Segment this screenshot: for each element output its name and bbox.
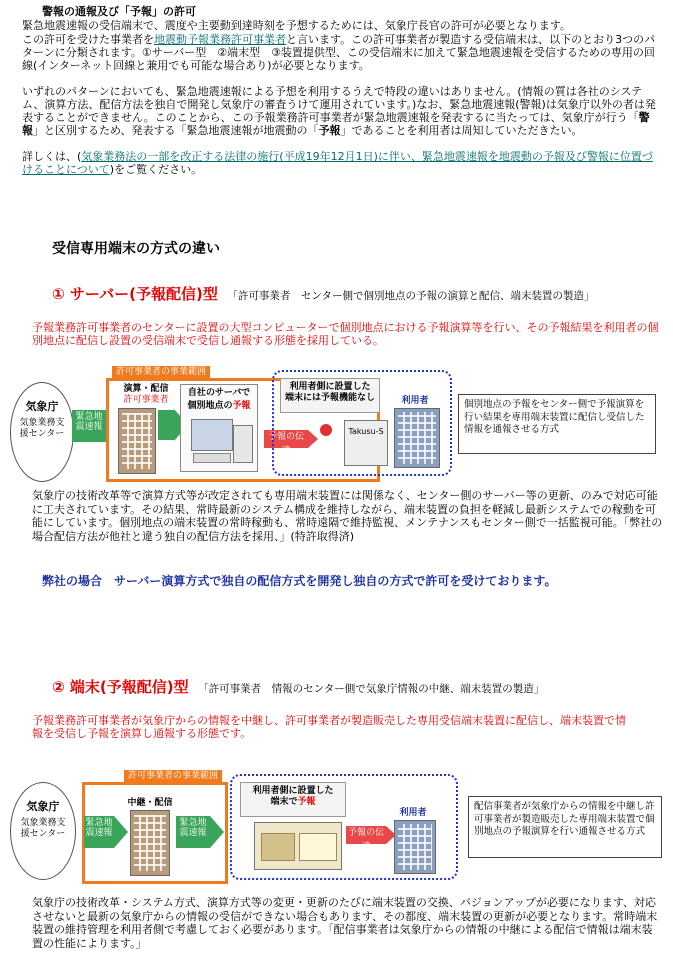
- type2-note-box: 配信事業者が気象庁からの情報を中継し許可事業者が製造販売した専用端末装置で個別地点の予報演算を行い通報させる方式: [468, 796, 662, 858]
- intro-paragraph-4: [22, 150, 662, 176]
- user-label-2: 利用者: [399, 808, 427, 818]
- intro-paragraph-1: 緊急地震速報の受信端末で、震度や主要動到達時刻を予想するためには、気象庁長官の許可が必要となります。: [22, 19, 571, 32]
- eew-arrow-4: [176, 816, 210, 848]
- jma-label-2: 気象庁: [26, 800, 60, 813]
- forecast-arrow-2: [346, 826, 386, 852]
- eew-arrow-3: [84, 816, 114, 848]
- intro-paragraph-3: [22, 85, 662, 137]
- type2-subtitle: 「許可事業者 情報のセンター側で気象庁情報の中継、端末装置の製造」: [198, 683, 545, 695]
- company-building-icon: [118, 408, 156, 474]
- company-note: 弊社の場合 サーバー演算方式で独自の配信方式を開発し独自の方式で許可を受けております。: [42, 574, 557, 588]
- server-box: [180, 384, 258, 472]
- user-side-2-line1: 利用者側に設置した: [252, 786, 334, 796]
- type1-subtitle: 「許可事業者 センター側で個別地点の予報の演算と配信、端末装置の製造」: [227, 290, 595, 302]
- keyboard-icon: [193, 453, 231, 463]
- user-building-icon-1: [394, 408, 440, 468]
- type1-description: 予報業務許可事業者のセンターに設置の大型コンピューターで個別地点における予報演算等を行い、その予報結果を利用者の個別地点に配信し設置の受信端末で受信し通報する形態を採用している。: [32, 321, 659, 347]
- type1-heading-row: [52, 285, 595, 303]
- eew-arrow-1-label: 緊急地震速報: [75, 412, 103, 432]
- intro-p2-text-a: この許可を受けた事業者を: [22, 33, 154, 46]
- user-side-1-line1: 利用者側に設置した: [289, 382, 371, 392]
- warning-bold: 警報: [22, 111, 650, 137]
- jma-label: 気象庁: [25, 400, 59, 413]
- type2-body: 気象庁の技術改革・システム方式、演算方式等の変更・更新のたびに端末装置の交換、バジョンアップが必要になります、対応させないと最新の気象庁からの情報の受信ができない場合もあります、その都度、端末装置の更新が必要となります。常時端末装置の維持管理を利用者側で考慮しておく必要があります。「配信事業者は気象庁からの情報の中継による配信で情報は端末装置の性能によります。」: [32, 896, 658, 950]
- intro-p4-text-b: )をご覧ください。: [109, 163, 203, 176]
- relay-title: 中継・配信: [127, 798, 173, 808]
- eew-arrow-3-label: 緊急地震速報: [85, 818, 113, 838]
- calc-title: 演算・配信: [123, 384, 169, 394]
- terminal-device-icon: [254, 822, 342, 870]
- user-side-note-2: [240, 782, 346, 817]
- calc-sub: 許可事業者: [123, 395, 169, 405]
- jma-oval: [10, 382, 74, 482]
- type2-heading-row: [52, 678, 545, 696]
- section-title: 警報の通報及び「予報」の許可: [42, 5, 196, 18]
- eew-arrow-1: [72, 410, 106, 442]
- intro-p2-text-b: と言います。この許可事業者が製造する受信端末は、以下のとおり3つのパターンに分類されます。①サーバー型 ②端末型 ③装置提供型、この受信端末に加えて緊急地震速報を受信するための専用の回線(インターネット回線と兼用でも可能な場合あり)が必要となります。: [22, 33, 656, 72]
- subheading: 受信専用端末の方式の違い: [52, 241, 220, 257]
- server-text-2: 個別地点の: [187, 401, 233, 411]
- takusu-device: [344, 420, 388, 466]
- user-side-2-line3: 予報: [297, 797, 316, 807]
- type1-note-box: 個別地点の予報をセンター側で予報演算を行い結果を専用端末装置に配信し受信した情報を通報させる方式: [458, 394, 656, 454]
- intro-paragraph-2: [22, 33, 662, 72]
- user-side-1-line2: 端末には予報機能なし: [284, 393, 375, 403]
- permit-holder-link[interactable]: 地震動予報業務許可事業者: [154, 33, 286, 46]
- user-building-icon-2: [394, 820, 436, 874]
- user-side-2-line2: 端末で: [270, 797, 298, 807]
- type2-description: 予報業務許可事業者が気象庁からの情報を中継し、許可事業者が製造販売した専用受信端末装置に配信し、端末装置で情報を受信し予報を演算し通報する形態です。: [32, 714, 626, 740]
- type1-body: 気象庁の技術改革等で演算方式等が改定されても専用端末装置には関係なく、センター側のサーバー等の更新、のみで対応可能に工夫されています。その結果、常時最新のシステム構成を維持しながら、端末装置の負担を軽減し最新システムでの稼動を可能にしています。個別地点の端末装置の常時稼動も、常時遠隔で維持監視、メンテナンスもセンター側で一括監視可能。「弊社の場合配信方法が他社と違う独自の配信方法を採用、」(特許取得済): [32, 489, 663, 543]
- jma-sub-label: 気象業務支援センター: [19, 418, 65, 439]
- eew-arrow-2: [158, 410, 174, 440]
- jma-oval-2: [10, 782, 76, 880]
- forecast-arrow-1-label: 予報の伝達: [267, 432, 304, 456]
- law-amendment-link[interactable]: 気象業務法の一部を改正する法律の施行(平成19年12月1日)に伴い、緊急地震速報を地震動の予報及び警報に位置づけることについて: [22, 150, 653, 176]
- relay-building-icon: [130, 810, 170, 876]
- scope-label-1: 許可事業者の事業範囲: [112, 366, 210, 378]
- intro-p3-text-a: いずれのパターンにおいても、緊急地震速報による予想を利用するうえで特段の違いはありません。(情報の質は各社のシステム、演算方法、配信方法を独自で開発し気象庁の審査うけて運用されています。)なお、緊急地震速報(警報)は気象庁以外の者は発表することができません。このことから、この予報業務許可事業者が緊急地震速報を発表するに当たっては、気象庁が行う「: [22, 85, 656, 124]
- type2-heading: ② 端末(予報配信)型: [52, 678, 189, 696]
- server-tower-icon: [233, 425, 253, 463]
- scope-label-2: 許可事業者の事業範囲: [124, 770, 222, 782]
- server-text-1: 自社のサーバで: [187, 388, 251, 398]
- user-side-note-1: [280, 378, 380, 413]
- user-label-1: 利用者: [401, 396, 429, 406]
- type1-heading: ① サーバー(予報配信)型: [52, 285, 218, 303]
- type1-diagram: [8, 362, 664, 488]
- server-text-3: 予報: [232, 401, 251, 411]
- device-name-label: Takusu-S: [348, 427, 384, 436]
- intro-p4-text-a: 詳しくは、(: [22, 150, 82, 163]
- jma-sub-label-2: 気象業務支援センター: [20, 818, 66, 839]
- alarm-light-icon: [320, 424, 332, 436]
- monitor-icon: [191, 419, 233, 451]
- forecast-bold: 予報: [318, 124, 341, 137]
- intro-p3-text-c: 」であることを利用者は周知していただきたい。: [340, 124, 583, 137]
- type2-diagram: [8, 768, 664, 892]
- eew-arrow-4-label: 緊急地震速報: [179, 818, 207, 838]
- forecast-arrow-2-label: 予報の伝達: [347, 828, 384, 852]
- intro-p3-text-b: 」と区別するため、発表する「緊急地震速報が地震動の「: [33, 124, 319, 137]
